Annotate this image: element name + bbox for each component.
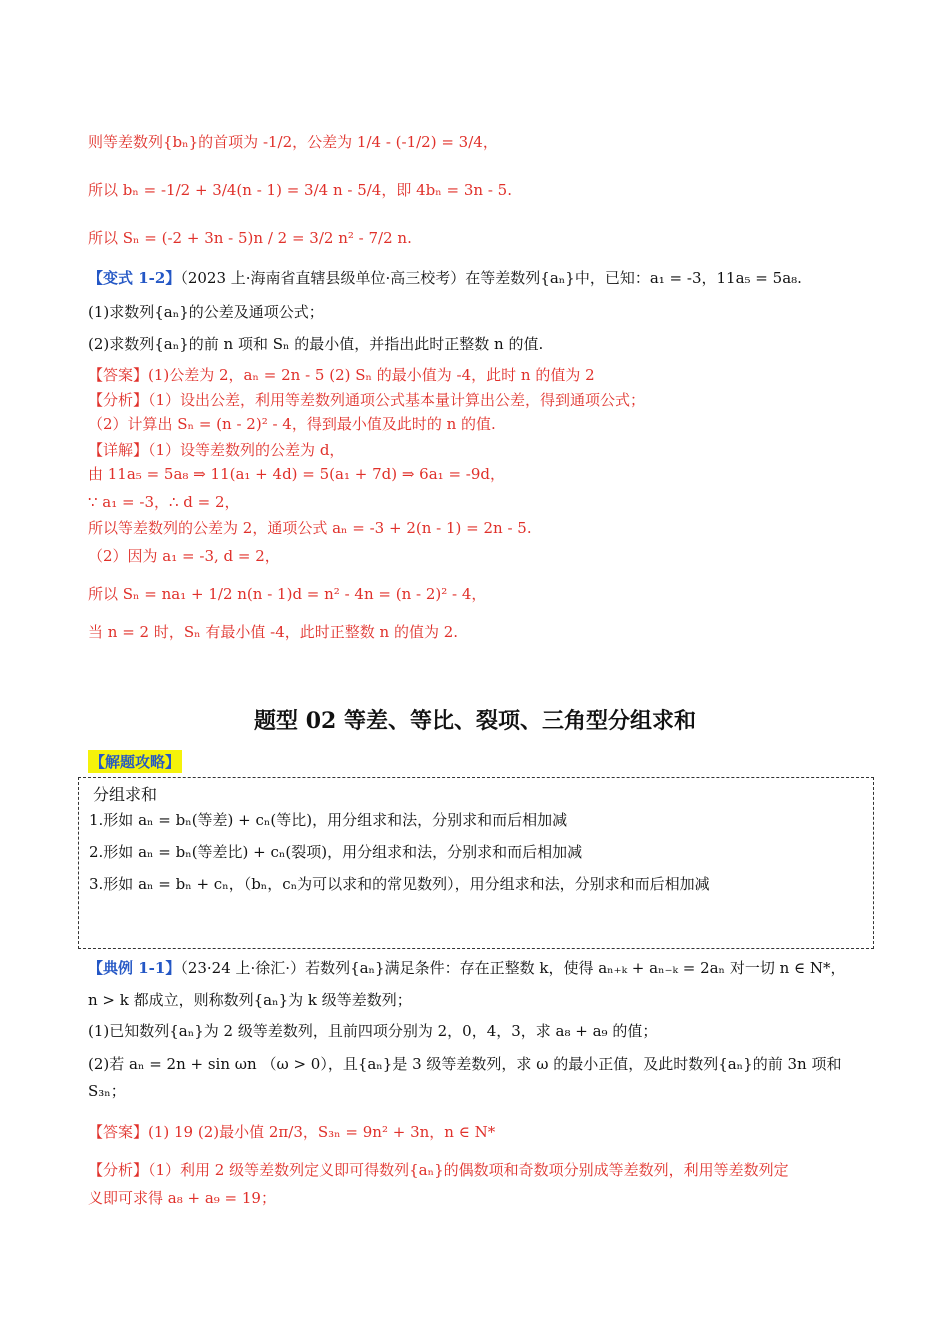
example-analysis-2: 义即可求得 a₈ + a₉ = 19； — [88, 1189, 276, 1207]
variant-detail-1: 【详解】（1）设等差数列的公差为 d， — [88, 441, 345, 459]
box-line-2: 2.形如 aₙ = bₙ(等差比) + cₙ(裂项)，用分组求和法，分别求和而后相加减 — [89, 843, 583, 861]
variant-question: （2023 上·海南省直辖县级单位·高三校考）在等差数列{aₙ}中，已知：a₁ = -3，11a₅ = 5a₈. — [180, 269, 802, 287]
variant-detail-5: （2）因为 a₁ = -3, d = 2， — [88, 547, 280, 565]
box-line-1: 1.形如 aₙ = bₙ(等差) + cₙ(等比)，用分组求和法，分别求和而后相加减 — [89, 811, 568, 829]
box-title: 分组求和 — [93, 785, 158, 804]
variant-part-1: (1)求数列{aₙ}的公差及通项公式； — [88, 303, 324, 321]
strategy-box — [78, 777, 874, 949]
example-question-1: （23·24 上·徐汇·）若数列{aₙ}满足条件：存在正整数 k，使得 aₙ₊ₖ + aₙ₋ₖ = 2aₙ 对一切 n ∈ N*， — [180, 959, 846, 977]
variant-part-2: (2)求数列{aₙ}的前 n 项和 Sₙ 的最小值，并指出此时正整数 n 的值. — [88, 335, 544, 353]
section-title: 题型 02 等差、等比、裂项、三角型分组求和 — [254, 708, 696, 734]
variant-question-line — [88, 268, 802, 288]
continuation-line-3: 所以 Sₙ = (-2 + 3n - 5)n / 2 = 3/2 n² - 7/2 n. — [88, 229, 412, 247]
example-part-2b: S₃ₙ； — [88, 1082, 126, 1100]
variant-detail-4: 所以等差数列的公差为 2，通项公式 aₙ = -3 + 2(n - 1) = 2n - 5. — [88, 519, 532, 537]
variant-detail-3: ∵ a₁ = -3，∴ d = 2， — [88, 493, 240, 511]
variant-detail-7: 当 n = 2 时，Sₙ 有最小值 -4，此时正整数 n 的值为 2. — [88, 623, 459, 641]
box-line-3: 3.形如 aₙ = bₙ + cₙ，（bₙ，cₙ为可以求和的常见数列），用分组求和法，分别求和而后相加减 — [89, 875, 710, 893]
example-part-1: (1)已知数列{aₙ}为 2 级等差数列，且前四项分别为 2，0，4，3，求 a₈ + a₉ 的值； — [88, 1022, 658, 1040]
example-analysis-1: 【分析】（1）利用 2 级等差数列定义即可得数列{aₙ}的偶数项和奇数项分别成等差数列，利用等差数列定 — [88, 1161, 789, 1179]
variant-analysis-1: 【分析】（1）设出公差，利用等差数列通项公式基本量计算出公差，得到通项公式； — [88, 391, 646, 409]
variant-analysis-2: （2）计算出 Sₙ = (n - 2)² - 4，得到最小值及此时的 n 的值. — [88, 415, 496, 433]
variant-detail-2: 由 11a₅ = 5a₈ ⇒ 11(a₁ + 4d) = 5(a₁ + 7d) ⇒ 6a₁ = -9d， — [88, 465, 505, 483]
variant-answer: 【答案】(1)公差为 2，aₙ = 2n - 5 (2) Sₙ 的最小值为 -4，此时 n 的值为 2 — [88, 366, 595, 384]
example-answer: 【答案】(1) 19 (2)最小值 2π/3，S₃ₙ = 9n² + 3n，n ∈ N* — [88, 1123, 496, 1141]
continuation-line-2: 所以 bₙ = -1/2 + 3/4(n - 1) = 3/4 n - 5/4，即 4bₙ = 3n - 5. — [88, 181, 512, 199]
strategy-tag: 【解题攻略】 — [88, 750, 182, 773]
example-tag: 【典例 1-1】 — [88, 959, 181, 977]
variant-detail-6: 所以 Sₙ = na₁ + 1/2 n(n - 1)d = n² - 4n = (n - 2)² - 4， — [88, 585, 487, 603]
example-question-line-1 — [88, 958, 846, 978]
example-question-2: n > k 都成立，则称数列{aₙ}为 k 级等差数列； — [88, 991, 412, 1009]
variant-tag: 【变式 1-2】 — [88, 269, 181, 287]
example-part-2a: (2)若 aₙ = 2n + sin ωn （ω > 0），且{aₙ}是 3 级等差数列，求 ω 的最小正值，及此时数列{aₙ}的前 3n 项和 — [88, 1055, 842, 1073]
continuation-line-1: 则等差数列{bₙ}的首项为 -1/2，公差为 1/4 - (-1/2) = 3/4， — [88, 133, 498, 151]
